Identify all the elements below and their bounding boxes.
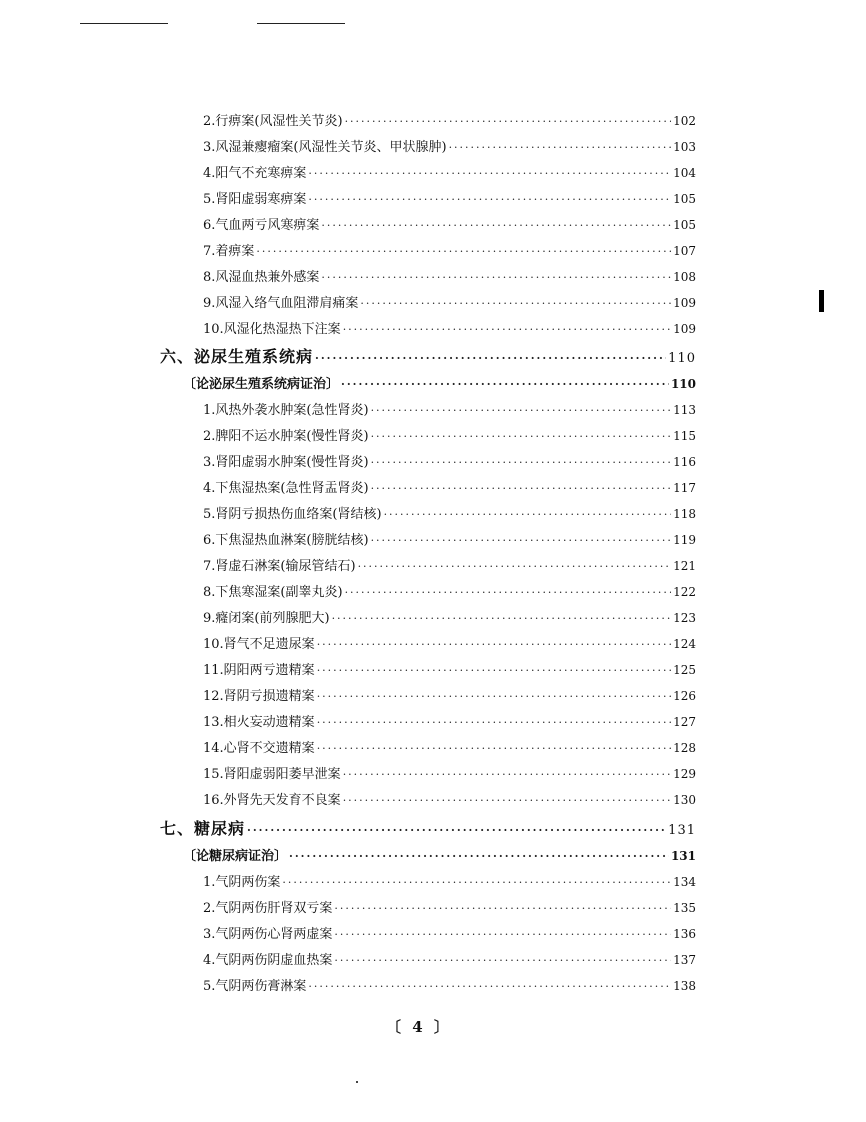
- toc-entry-title: 8.下焦寒湿案(副睾丸炎): [203, 585, 343, 600]
- toc-section-title: 七、糖尿病: [160, 819, 246, 838]
- toc-entry-page: 137: [673, 953, 696, 967]
- toc-entry-page: 134: [673, 875, 696, 889]
- toc-entry-page: 129: [673, 767, 696, 781]
- toc-leader-dots: [334, 898, 671, 920]
- toc-entry[interactable]: [203, 318, 696, 340]
- toc-leader-dots: [282, 872, 671, 894]
- toc-entry-title: 2.脾阳不运水肿案(慢性肾炎): [203, 429, 369, 444]
- toc-entry-page: 104: [673, 166, 696, 180]
- toc-leader-dots: [360, 293, 671, 315]
- toc-entry-title: 5.气阴两伤膏淋案: [203, 979, 307, 994]
- toc-entry-page: 124: [673, 637, 696, 651]
- toc-entry-page: 103: [673, 140, 696, 154]
- toc-entry[interactable]: [203, 529, 696, 551]
- toc-entry[interactable]: [203, 266, 696, 288]
- toc-entry[interactable]: [203, 897, 696, 919]
- toc-leader-dots: [371, 400, 672, 422]
- toc-entry-page: 119: [673, 533, 696, 547]
- toc-leader-dots: [345, 111, 672, 133]
- toc-entry-title: 4.阳气不充寒痹案: [203, 166, 307, 181]
- toc-entry-page: 122: [673, 585, 696, 599]
- toc-entry-title: 12.肾阴亏损遗精案: [203, 689, 315, 704]
- toc-entry-page: 127: [673, 715, 696, 729]
- toc-subsection-page: 110: [670, 377, 696, 391]
- toc-entry-page: 113: [673, 403, 696, 417]
- toc-entry[interactable]: [203, 737, 696, 759]
- header-rule-left: [80, 23, 168, 24]
- toc-leader-dots: [384, 504, 672, 526]
- toc-leader-dots: [371, 426, 672, 448]
- toc-leader-dots: [317, 712, 671, 734]
- toc-entry-title: 11.阴阳两亏遗精案: [203, 663, 315, 678]
- toc-leader-dots: [341, 374, 669, 396]
- toc-leader-dots: [343, 764, 671, 786]
- toc-entry[interactable]: [203, 425, 696, 447]
- toc-entry-page: 118: [673, 507, 696, 521]
- toc-entry-page: 135: [673, 901, 696, 915]
- toc-section-page: 110: [668, 351, 696, 366]
- toc-entry[interactable]: [203, 949, 696, 971]
- toc-entry-title: 1.气阴两伤案: [203, 875, 281, 890]
- toc-entry[interactable]: [203, 110, 696, 132]
- toc-entry-title: 5.肾阴亏损热伤血络案(肾结核): [203, 507, 382, 522]
- toc-entry-page: 125: [673, 663, 696, 677]
- toc-entry[interactable]: [203, 503, 696, 525]
- toc-entry[interactable]: [203, 555, 696, 577]
- toc-leader-dots: [321, 215, 671, 237]
- toc-subsection-title: 〔论泌尿生殖系统病证治〕: [183, 377, 340, 392]
- toc-leader-dots: [308, 976, 671, 998]
- toc-entry[interactable]: [203, 633, 696, 655]
- toc-entry[interactable]: [203, 871, 696, 893]
- toc-leader-dots: [332, 608, 672, 630]
- toc-entry-title: 1.风热外袭水肿案(急性肾炎): [203, 403, 369, 418]
- toc-entry-title: 15.肾阳虚弱阳萎早泄案: [203, 767, 341, 782]
- toc-entry-page: 107: [673, 244, 696, 258]
- toc-entry-title: 3.肾阳虚弱水肿案(慢性肾炎): [203, 455, 369, 470]
- toc-leader-dots: [371, 452, 672, 474]
- toc-entry-title: 14.心肾不交遗精案: [203, 741, 315, 756]
- toc-section-heading[interactable]: [160, 346, 696, 368]
- toc-entry[interactable]: [203, 581, 696, 603]
- toc-entry-title: 10.肾气不足遗尿案: [203, 637, 315, 652]
- toc-entry-page: 108: [673, 270, 696, 284]
- toc-entry-page: 109: [673, 296, 696, 310]
- toc-section-heading[interactable]: [160, 818, 696, 840]
- toc-entry-title: 3.气阴两伤心肾两虚案: [203, 927, 333, 942]
- toc-entry[interactable]: [203, 685, 696, 707]
- toc-subsection[interactable]: [183, 373, 696, 395]
- toc-entry-title: 3.风湿兼瘿瘤案(风湿性关节炎、甲状腺肿): [203, 140, 447, 155]
- toc-entry-title: 4.下焦湿热案(急性肾盂肾炎): [203, 481, 369, 496]
- toc-entry-page: 121: [673, 559, 696, 573]
- scan-speck: [356, 1081, 358, 1083]
- toc-leader-dots: [345, 582, 672, 604]
- toc-entry[interactable]: [203, 162, 696, 184]
- toc-entry-page: 105: [673, 192, 696, 206]
- toc-leader-dots: [371, 478, 672, 500]
- toc-entry-title: 2.行痹案(风湿性关节炎): [203, 114, 343, 129]
- toc-entry-title: 2.气阴两伤肝肾双亏案: [203, 901, 333, 916]
- toc-leader-dots: [317, 738, 671, 760]
- toc-entry-page: 116: [673, 455, 696, 469]
- toc-leader-dots: [317, 660, 671, 682]
- toc-entry-page: 130: [673, 793, 696, 807]
- toc-entry-page: 126: [673, 689, 696, 703]
- toc-entry[interactable]: [203, 975, 696, 997]
- toc-entry-title: 5.肾阳虚弱寒痹案: [203, 192, 307, 207]
- toc-leader-dots: [358, 556, 672, 578]
- toc-leader-dots: [317, 634, 671, 656]
- toc-leader-dots: [308, 163, 671, 185]
- toc-entry-title: 6.下焦湿热血淋案(膀胱结核): [203, 533, 369, 548]
- toc-entry[interactable]: [203, 292, 696, 314]
- toc-section-page: 131: [668, 823, 696, 838]
- toc-entry[interactable]: [203, 659, 696, 681]
- toc-leader-dots: [343, 790, 671, 812]
- toc-leader-dots: [334, 924, 671, 946]
- toc-entry-title: 16.外肾先天发育不良案: [203, 793, 341, 808]
- toc-entry-page: 138: [673, 979, 696, 993]
- toc-entry[interactable]: [203, 923, 696, 945]
- toc-entry[interactable]: [203, 214, 696, 236]
- toc-entry[interactable]: [203, 711, 696, 733]
- toc-entry[interactable]: [203, 763, 696, 785]
- toc-entry[interactable]: [203, 607, 696, 629]
- toc-entry[interactable]: [203, 477, 696, 499]
- header-rule-right: [257, 23, 345, 24]
- toc-entry[interactable]: [203, 451, 696, 473]
- toc-entry-title: 10.风湿化热湿热下注案: [203, 322, 341, 337]
- toc-entry[interactable]: [203, 136, 696, 158]
- toc-entry-title: 9.癃闭案(前列腺肥大): [203, 611, 330, 626]
- page-number: 〔 4 〕: [386, 1018, 452, 1036]
- toc-leader-dots: [247, 820, 666, 842]
- toc-entry-title: 8.风湿血热兼外感案: [203, 270, 320, 285]
- toc-entry-title: 7.着痹案: [203, 244, 255, 259]
- toc-entry-page: 105: [673, 218, 696, 232]
- toc-entry-title: 6.气血两亏风寒痹案: [203, 218, 320, 233]
- toc-entry-title: 9.风湿入络气血阻滞肩痛案: [203, 296, 359, 311]
- toc-leader-dots: [315, 348, 666, 370]
- toc-entry-title: 4.气阴两伤阴虚血热案: [203, 953, 333, 968]
- toc-entry-page: 123: [673, 611, 696, 625]
- toc-entry-page: 102: [673, 114, 696, 128]
- toc-entry[interactable]: [203, 240, 696, 262]
- toc-entry-page: 115: [673, 429, 696, 443]
- toc-entry-page: 128: [673, 741, 696, 755]
- toc-leader-dots: [343, 319, 671, 341]
- toc-leader-dots: [317, 686, 671, 708]
- toc-leader-dots: [321, 267, 671, 289]
- toc-subsection[interactable]: [183, 845, 696, 867]
- toc-entry-page: 136: [673, 927, 696, 941]
- toc-leader-dots: [256, 241, 671, 263]
- toc-subsection-title: 〔论糖尿病证治〕: [183, 849, 288, 864]
- toc-entry[interactable]: [203, 789, 696, 811]
- toc-section-title: 六、泌尿生殖系统病: [160, 347, 314, 366]
- toc-leader-dots: [371, 530, 672, 552]
- toc-entry-title: 13.相火妄动遗精案: [203, 715, 315, 730]
- toc-leader-dots: [289, 846, 669, 868]
- toc-leader-dots: [449, 137, 672, 159]
- toc-entry[interactable]: [203, 188, 696, 210]
- toc-leader-dots: [334, 950, 671, 972]
- toc-entry[interactable]: [203, 399, 696, 421]
- toc-entry-page: 117: [673, 481, 696, 495]
- toc-entry-title: 7.肾虚石淋案(输尿管结石): [203, 559, 356, 574]
- toc-subsection-page: 131: [670, 849, 696, 863]
- toc-entry-page: 109: [673, 322, 696, 336]
- toc-leader-dots: [308, 189, 671, 211]
- scan-margin-mark: [819, 290, 824, 312]
